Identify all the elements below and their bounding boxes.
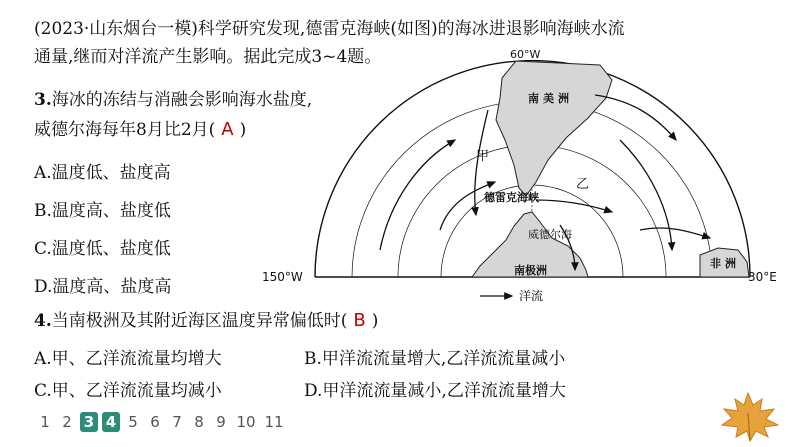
page-navigation [34,411,288,433]
legend-label: 洋流 [519,289,544,303]
question-3-line1: 海冰的冻结与消融会影响海水盐度, [51,90,313,110]
page-2[interactable]: 2 [62,413,72,431]
intro-line-1: (2023·山东烟台一模)科学研究发现,德雷克海峡(如图)的海冰进退影响海峡水流 [34,19,625,39]
page-8[interactable]: 8 [194,413,204,431]
intro-line-2: 通量,继而对洋流产生影响。据此完成3~4题。 [34,47,382,67]
question-4-text: 当南极洲及其附近海区温度异常偏低时( [51,311,348,331]
question-3-number: 3. [34,90,52,110]
question-3-answer: A [221,119,234,140]
question-4-answer: B [353,310,366,331]
page-11[interactable]: 11 [264,413,284,431]
question-4-option-d[interactable]: D.甲洋流流量减小,乙洋流流量增大 [304,381,566,401]
antarctica-label: 南极洲 [514,264,547,277]
question-3-close-paren: ) [239,120,247,140]
question-3-option-b[interactable]: B.温度高、盐度低 [34,201,171,221]
question-4-option-c[interactable]: C.甲、乙洋流流量均减小 [34,381,222,401]
question-4-option-a[interactable]: A.甲、乙洋流流量均增大 [34,349,222,369]
page-10[interactable]: 10 [236,413,256,431]
question-3-option-d[interactable]: D.温度高、盐度高 [34,277,172,297]
question-3-option-c[interactable]: C.温度低、盐度低 [34,239,171,259]
drake-passage-label: 德雷克海峡 [484,191,539,204]
current-jia-label: 甲 [476,149,490,164]
south-america-label: 南美洲 [528,92,573,105]
question-4-close-paren: ) [371,311,379,331]
page-1[interactable]: 1 [40,413,50,431]
page-7[interactable]: 7 [172,413,182,431]
lon-left-label: 150°W [262,270,303,284]
question-4-number: 4. [34,311,52,331]
page-9[interactable]: 9 [216,413,226,431]
africa-label: 非洲 [710,257,740,270]
question-3-line2: 威德尔海每年8月比2月( [34,120,216,140]
question-4-option-b[interactable]: B.甲洋流流量增大,乙洋流流量减小 [304,349,566,369]
lon-right-label: 30°E [748,270,777,284]
page-3[interactable]: 3 [80,412,98,432]
current-yi-arrow [536,200,612,212]
page-6[interactable]: 6 [150,413,160,431]
weddell-sea-label: 威德尔海 [528,228,572,241]
south-america-shape [496,61,612,196]
maple-leaf-icon [718,391,780,443]
page-5[interactable]: 5 [128,413,138,431]
current-yi-label: 乙 [576,177,590,192]
page-4[interactable]: 4 [102,412,120,432]
lon-top-label: 60°W [510,48,541,61]
question-3-option-a[interactable]: A.温度低、盐度高 [34,163,171,183]
